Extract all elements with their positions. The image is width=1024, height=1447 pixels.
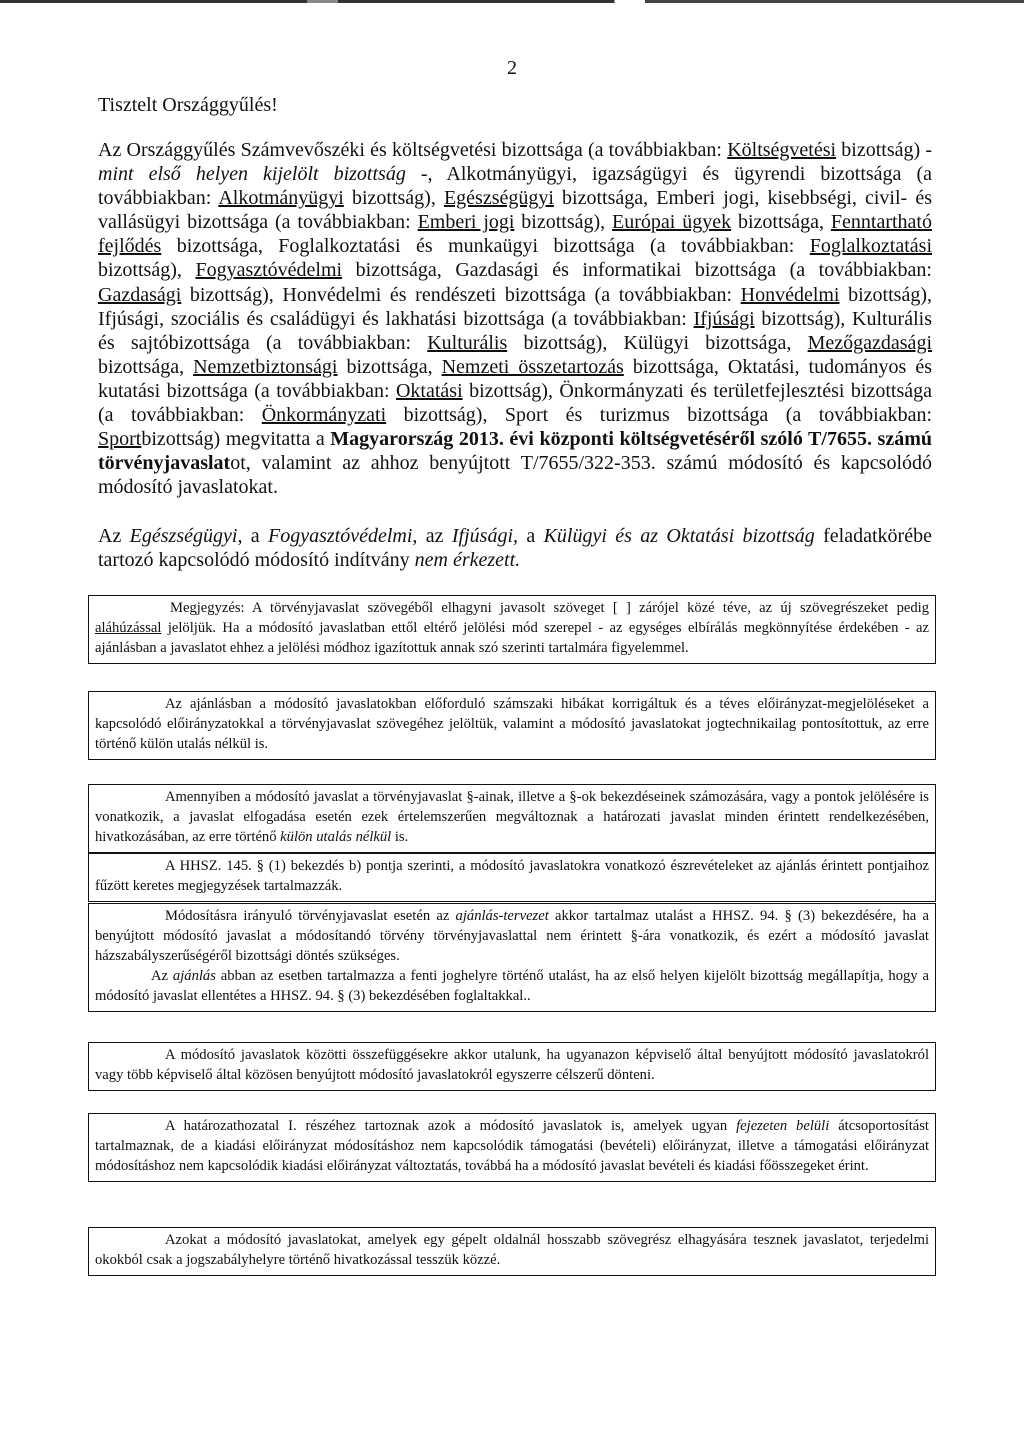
note-box-relations: A módosító javaslatok közötti összefüggésekre akkor utalunk, ha ugyanazon képviselő által benyújtott módosító javaslatokról vagy több képviselő által közösen benyújtott módosító javaslatokról egyszerre célszerű dönteni. [88, 1042, 936, 1091]
note-box-hhsz-145: A HHSZ. 145. § (1) bekezdés b) pontja szerinti, a módosító javaslatokra vonatkozó észrevételeket az ajánlás érintett pontjaihoz fűzött keretes megjegyzések tartalmazzák. [88, 853, 936, 902]
underlined-committee: Európai ügyek [612, 211, 732, 234]
underlined-committee: Gazdasági [98, 283, 182, 306]
underlined-committee: Alkotmányügyi [218, 187, 344, 210]
underlined-committee: Emberi jogi [417, 211, 515, 234]
page-number: 2 [507, 57, 517, 79]
note-box-numbering: Amennyiben a módosító javaslat a törvényjavaslat §-ainak, illetve a §-ok bekezdéseinek számozására, vagy a pontok jelölésére is vonatkozik, a javaslat elfogadása esetén ezek értelemszerűen megváltoznak a határozati javaslat minden érintett rendelkezésében, hivatkozásában, az erre történő külön utalás nélkül is. [88, 784, 936, 853]
emphasis-text: mint első helyen kijelölt bizottság - [98, 163, 428, 186]
underlined-committee: Foglalkoztatási [809, 235, 932, 258]
underlined-committee: Nemzetbiztonsági [193, 355, 338, 378]
scan-border-line [0, 0, 1024, 3]
note-box-decision-part: A határozathozatal I. részéhez tartoznak azok a módosító javaslatok is, amelyek ugyan fejezeten belüli átcsoportosítást tartalmaznak, de a kiadási előirányzat módosításhoz nem kapcsolódik támogatási (bevételi) előirányzat, illetve a támogatási előirányzat módosításhoz nem kapcsolódik kiadási előirányzat változtatás, továbbá ha a módosító javaslat bevételi és kiadási főösszegeket érint. [88, 1113, 936, 1182]
main-paragraph: Az Országgyűlés Számvevőszéki és költségvetési bizottsága (a továbbiakban: Költségvetési bizottság) - mint első helyen kijelölt bizottság -, Alkotmányügyi, igazságügyi és ügyrendi bizottsága (a továbbiakban: Alkotmányügyi bizottság), Egészségügyi bizottsága, Emberi jogi, kisebbségi, civil- és vallásügyi bizottsága (a továbbiakban: Emberi jogi bizottság), Európai ügyek bizottsága, Fenntartható fejlődés bizottsága, Foglalkoztatási és munkaügyi bizottsága (a továbbiakban: Foglalkoztatási bizottság), Fogyasztóvédelmi bizottsága, Gazdasági és informatikai bizottsága (a továbbiakban: Gazdasági bizottság), Honvédelmi és rendészeti bizottsága (a továbbiakban: Honvédelmi bizottság), Ifjúsági, szociális és családügyi és lakhatási bizottsága (a továbbiakban: Ifjúsági bizottság), Kulturális és sajtóbizottsága (a továbbiakban: Kulturális bizottság), Külügyi bizottsága, Mezőgazdasági bizottsága, Nemzetbiztonsági bizottsága, Nemzeti összetartozás bizottsága, Oktatási, tudományos és kutatási bizottsága (a továbbiakban: Oktatási bizottság), Önkormányzati és területfejlesztési bizottsága (a továbbiakban: Önkormányzati bizottság), Sport és turizmus bizottsága (a továbbiakban: Sportbizottság) megvitatta a Magyarország 2013. évi központi költségvetéséről szóló T/7655. számú törvényjavaslatot, valamint az ahhoz benyújtott T/7655/322-353. számú módosító és kapcsolódó módosító javaslatokat. [98, 139, 933, 499]
underlined-committee: Kulturális [427, 331, 508, 354]
second-paragraph: Az Egészségügyi, a Fogyasztóvédelmi, az Ifjúsági, a Külügyi és az Oktatási bizottság feladatkörébe tartozó kapcsolódó módosító indítvány nem érkezett. [98, 525, 932, 572]
underlined-committee: Költségvetési [727, 139, 837, 161]
underlined-committee: Sport [98, 428, 142, 451]
salutation: Tisztelt Országgyűlés! [98, 94, 278, 116]
underlined-committee: Mezőgazdasági [807, 331, 932, 354]
underlined-committee: Egészségügyi [443, 187, 554, 210]
underlined-committee: Önkormányzati [261, 404, 387, 427]
underlined-committee: Ifjúsági [693, 307, 755, 330]
underlined-committee: Fogyasztóvédelmi [195, 259, 343, 282]
bill-title: Magyarország 2013. évi központi költségvetéséről szóló T/7655. számú törvényjavaslat [98, 428, 932, 475]
note-box-omission: Azokat a módosító javaslatokat, amelyek egy gépelt oldalnál hosszabb szövegrész elhagyására tesznek javaslatot, terjedelmi okokból csak a jogszabályhelyre történő hivatkozással tesszük közzé. [88, 1227, 936, 1276]
underlined-committee: Nemzeti összetartozás [441, 355, 624, 378]
note-box-hhsz-94: Módosításra irányuló törvényjavaslat esetén az ajánlás-tervezet akkor tartalmaz utalást a HHSZ. 94. § (3) bekezdésére, ha a benyújtott módosító javaslat a módosítandó törvény törvényjavaslattal nem érintett §-ára vonatkozik, és ezért a módosító javaslat házszabályszerűségéről bizottsági döntés szükséges. Az ajánlás abban az esetben tartalmazza a fenti joghelyre történő utalást, ha az első helyen kijelölt bizottság megállapítja, hogy a módosító javaslat ellentétes a HHSZ. 94. § (3) bekezdésében foglaltakkal.. [88, 903, 936, 1012]
note-box-corrections: Az ajánlásban a módosító javaslatokban előforduló számszaki hibákat korrigáltuk és a téves előirányzat-megjelöléseket a kapcsolódó előirányzatokkal a törvényjavaslat szövegéhez jelöltük, valamint a módosító javaslatokat jogtechnikailag pontosítottuk, az erre történő külön utalás nélkül is. [88, 691, 936, 760]
underlined-committee: Fenntartható fejlődés [98, 211, 932, 258]
note-box-markup: Megjegyzés: A törvényjavaslat szövegéből elhagyni javasolt szöveget [ ] zárójel közé téve, az új szövegrészeket pedig aláhúzással jelöljük. Ha a módosító javaslatban ettől eltérő jelölési mód szerepel - az egységes elbírálás megkönnyítése érdekében - az ajánlásban a javaslatot ehhez a jelölési módhoz igazítottuk annak szó szerinti tartalmára figyelemmel. [88, 595, 936, 664]
underlined-committee: Oktatási [395, 379, 463, 402]
underlined-committee: Honvédelmi [740, 283, 840, 306]
